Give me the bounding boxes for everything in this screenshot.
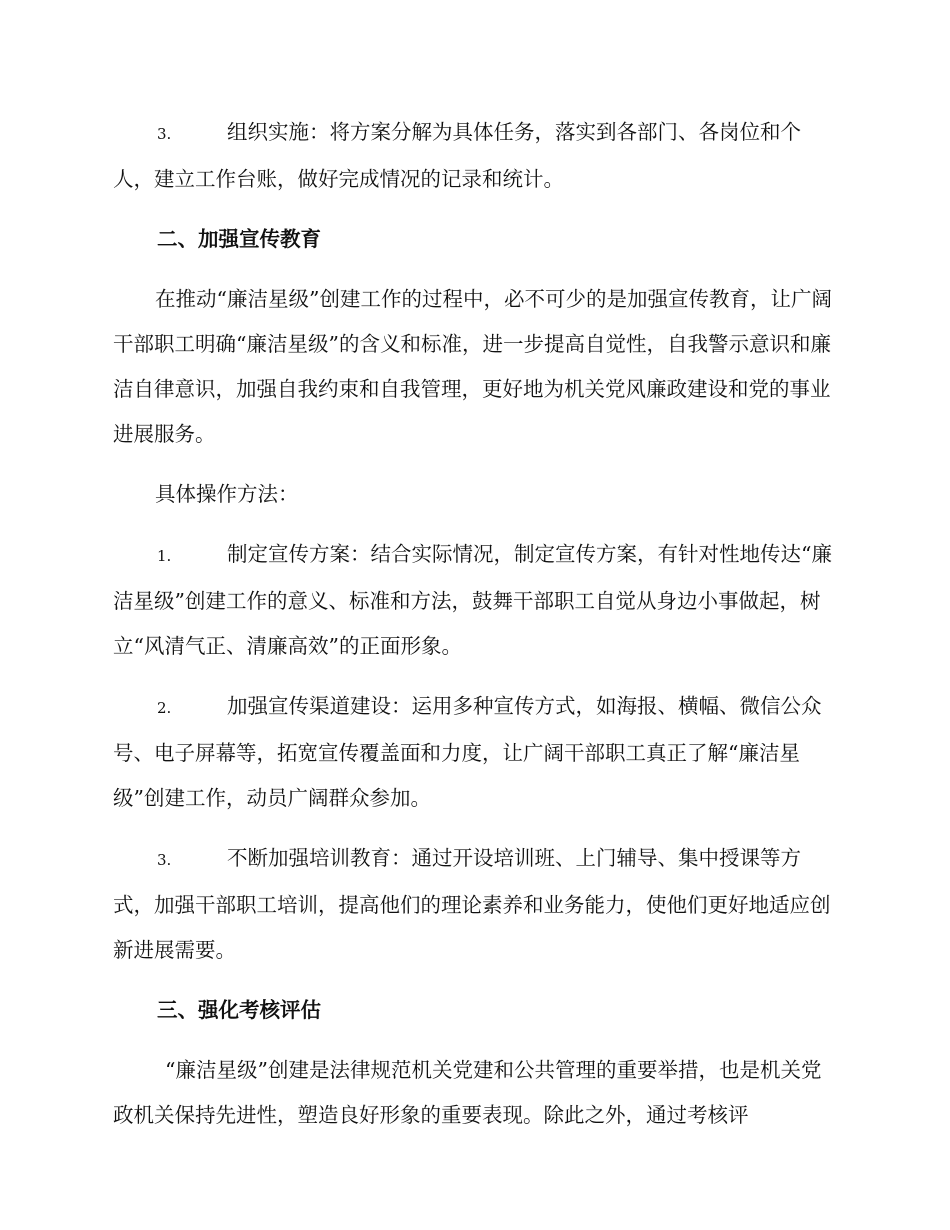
list-item xyxy=(113,110,833,202)
paragraph: 在推动“廉洁星级”创建工作的过程中，必不可少的是加强宣传教育，让广阔干部职工明确“廉洁星级”的含义和标准，进一步提高自觉性，自我警示意识和廉洁自律意识，加强自我约束和自我管理，更好地为机关党风廉政建设和党的事业进展服务。 xyxy=(113,287,832,446)
list-item-text: 组织实施：将方案分解为具体任务，落实到各部门、各岗位和个人，建立工作台账，做好完成情况的记录和统计。 xyxy=(113,120,801,191)
document-body xyxy=(113,110,833,1153)
list-item-number: 2. xyxy=(157,699,172,717)
paragraph: 具体操作方法： xyxy=(155,482,299,506)
section-heading: 二、加强宣传教育 xyxy=(157,227,321,251)
list-item xyxy=(113,684,833,821)
paragraph: “廉洁星级”创建是法律规范机关党建和公共管理的重要举措，也是机关党政机关保持先进性，塑造良好形象的重要表现。除此之外，通过考核评 xyxy=(113,1058,822,1127)
section-heading: 三、强化考核评估 xyxy=(157,998,321,1022)
list-item-text: 不断加强培训教育：通过开设培训班、上门辅导、集中授课等方式，加强干部职工培训，提高他们的理论素养和业务能力，使他们更好地适应创新进展需要。 xyxy=(113,846,831,962)
list-item xyxy=(113,532,833,669)
list-item-number: 3. xyxy=(157,851,172,869)
list-item-text: 制定宣传方案：结合实际情况，制定宣传方案，有针对性地传达“廉洁星级”创建工作的意义、标准和方法，鼓舞干部职工自觉从身边小事做起，树立“风清气正、清廉高效”的正面形象。 xyxy=(113,542,832,658)
list-item xyxy=(113,836,833,973)
list-item-text: 加强宣传渠道建设：运用多种宣传方式，如海报、横幅、微信公众号、电子屏幕等，拓宽宣传覆盖面和力度，让广阔干部职工真正了解“廉洁星级”创建工作，动员广阔群众参加。 xyxy=(113,694,822,810)
list-item-number: 3. xyxy=(157,125,172,143)
list-item-number: 1. xyxy=(157,547,172,565)
